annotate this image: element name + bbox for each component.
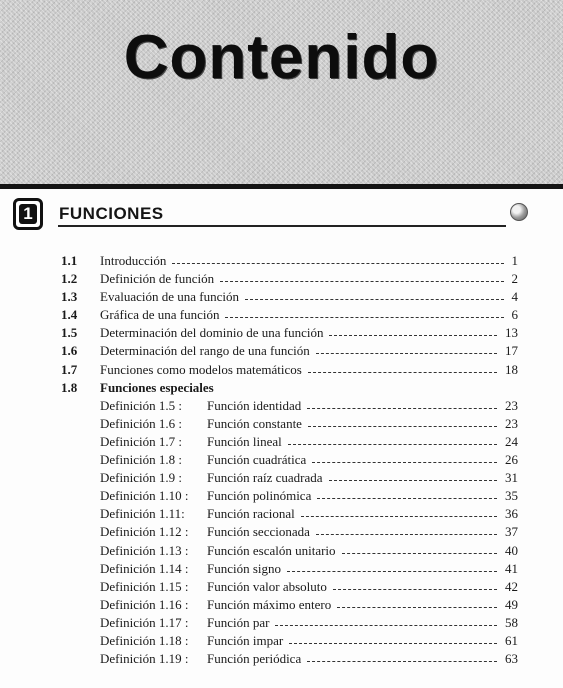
definition-title: Función máximo entero <box>207 596 332 612</box>
chapter-number: 1 <box>19 204 37 224</box>
section-title: Gráfica de una función <box>100 307 220 323</box>
page-number: 1 <box>511 253 518 268</box>
chapter-title: FUNCIONES <box>59 204 164 223</box>
dot-leader <box>287 571 497 572</box>
table-of-contents <box>0 252 563 668</box>
page-number: 37 <box>505 524 518 540</box>
dot-leader <box>329 480 497 481</box>
section-number: 1.6 <box>61 343 78 359</box>
definition-title: Función cuadrática <box>207 452 307 468</box>
toc-section-row <box>0 361 563 379</box>
chapter-number-badge <box>13 198 43 230</box>
toc-definition-row <box>0 523 563 541</box>
page-number: 61 <box>505 632 518 648</box>
definition-title: Función seccionada <box>207 524 310 540</box>
definition-number: Definición 1.5 : <box>100 397 182 413</box>
toc-definition-row <box>0 505 563 523</box>
definition-title: Función polinómica <box>207 488 312 504</box>
section-title: Determinación del rango de una función <box>100 343 310 359</box>
page-number: 23 <box>505 397 518 413</box>
page-number: 18 <box>505 361 518 377</box>
definition-title: Función par <box>207 614 270 630</box>
definition-number: Definición 1.13 : <box>100 542 189 558</box>
page-number: 58 <box>505 614 518 630</box>
page-number: 23 <box>505 415 518 431</box>
title-banner <box>0 0 563 185</box>
definition-number: Definición 1.17 : <box>100 614 189 630</box>
dot-leader <box>245 299 504 300</box>
toc-definition-row <box>0 469 563 487</box>
chapter-header <box>13 198 551 232</box>
page-number: 40 <box>505 542 518 558</box>
dot-leader <box>307 661 497 662</box>
page-number: 36 <box>505 506 518 522</box>
dot-leader <box>289 643 497 644</box>
dot-leader <box>308 426 497 427</box>
section-title: Evaluación de una función <box>100 289 239 305</box>
toc-definition-row <box>0 560 563 578</box>
dot-leader <box>225 317 504 318</box>
page-number: 49 <box>505 596 518 612</box>
definition-title: Función identidad <box>207 397 302 413</box>
toc-definition-row <box>0 596 563 614</box>
toc-section-row <box>0 306 563 324</box>
toc-definition-row <box>0 632 563 650</box>
section-number: 1.1 <box>61 253 78 268</box>
section-title: Determinación del dominio de una función <box>100 325 324 341</box>
definition-title: Función lineal <box>207 433 282 449</box>
dot-leader <box>316 353 497 354</box>
definition-number: Definición 1.18 : <box>100 632 189 648</box>
dot-leader <box>337 607 497 608</box>
page-number: 17 <box>505 343 518 359</box>
chapter-underline <box>58 225 506 227</box>
dot-leader <box>312 462 497 463</box>
definition-number: Definición 1.6 : <box>100 415 182 431</box>
dot-leader <box>316 534 497 535</box>
toc-section-row <box>0 270 563 288</box>
page-number: 2 <box>511 271 518 287</box>
toc-definition-row <box>0 451 563 469</box>
definition-title: Función impar <box>207 632 284 648</box>
definition-number: Definición 1.8 : <box>100 452 182 468</box>
toc-section-row <box>0 379 563 397</box>
toc-definition-row <box>0 614 563 632</box>
section-title: Funciones especiales <box>100 379 214 395</box>
toc-definition-row <box>0 487 563 505</box>
definition-number: Definición 1.19 : <box>100 651 189 667</box>
definition-number: Definición 1.15 : <box>100 578 189 594</box>
toc-section-row <box>0 342 563 360</box>
toc-definition-row <box>0 542 563 560</box>
toc-section-row <box>0 324 563 342</box>
toc-definition-row <box>0 650 563 668</box>
dot-leader <box>288 444 497 445</box>
definition-number: Definición 1.11: <box>100 506 185 522</box>
dot-leader <box>308 372 497 373</box>
dot-leader <box>301 516 497 517</box>
definition-number: Definición 1.7 : <box>100 433 182 449</box>
section-number: 1.5 <box>61 325 78 341</box>
toc-definition-row <box>0 578 563 596</box>
definition-title: Función racional <box>207 506 295 522</box>
toc-definition-row <box>0 433 563 451</box>
dot-leader <box>220 281 504 282</box>
dot-leader <box>307 408 497 409</box>
definition-number: Definición 1.16 : <box>100 596 189 612</box>
page-number: 35 <box>505 488 518 504</box>
section-number: 1.2 <box>61 271 78 287</box>
definition-title: Función constante <box>207 415 302 431</box>
globe-icon <box>510 203 528 221</box>
definition-title: Función signo <box>207 560 282 576</box>
toc-definition-row <box>0 397 563 415</box>
toc-section-row <box>0 288 563 306</box>
toc-section-row <box>0 252 563 270</box>
page-number: 13 <box>505 325 518 341</box>
dot-leader <box>172 263 504 264</box>
definition-number: Definición 1.9 : <box>100 470 182 486</box>
dot-leader <box>329 335 497 336</box>
page-number: 63 <box>505 651 518 667</box>
page-number: 6 <box>511 307 518 323</box>
page-number: 26 <box>505 452 518 468</box>
page-number: 42 <box>505 578 518 594</box>
section-title: Introducción <box>100 253 167 268</box>
page-number: 31 <box>505 470 518 486</box>
section-number: 1.4 <box>61 307 78 323</box>
page-title: Contenido <box>123 23 440 92</box>
header-rule <box>0 184 563 189</box>
section-number: 1.8 <box>61 379 78 395</box>
page-number: 41 <box>505 560 518 576</box>
definition-number: Definición 1.14 : <box>100 560 189 576</box>
section-title: Funciones como modelos matemáticos <box>100 361 302 377</box>
dot-leader <box>333 589 497 590</box>
page-number: 24 <box>505 433 518 449</box>
definition-number: Definición 1.12 : <box>100 524 189 540</box>
definition-number: Definición 1.10 : <box>100 488 189 504</box>
section-title: Definición de función <box>100 271 215 287</box>
definition-title: Función escalón unitario <box>207 542 336 558</box>
definition-title: Función raíz cuadrada <box>207 470 323 486</box>
dot-leader <box>317 498 497 499</box>
section-number: 1.7 <box>61 361 78 377</box>
dot-leader <box>275 625 497 626</box>
dot-leader <box>342 553 497 554</box>
definition-title: Función valor absoluto <box>207 578 327 594</box>
definition-title: Función periódica <box>207 651 302 667</box>
section-number: 1.3 <box>61 289 78 305</box>
page-number: 4 <box>511 289 518 305</box>
toc-definition-row <box>0 415 563 433</box>
